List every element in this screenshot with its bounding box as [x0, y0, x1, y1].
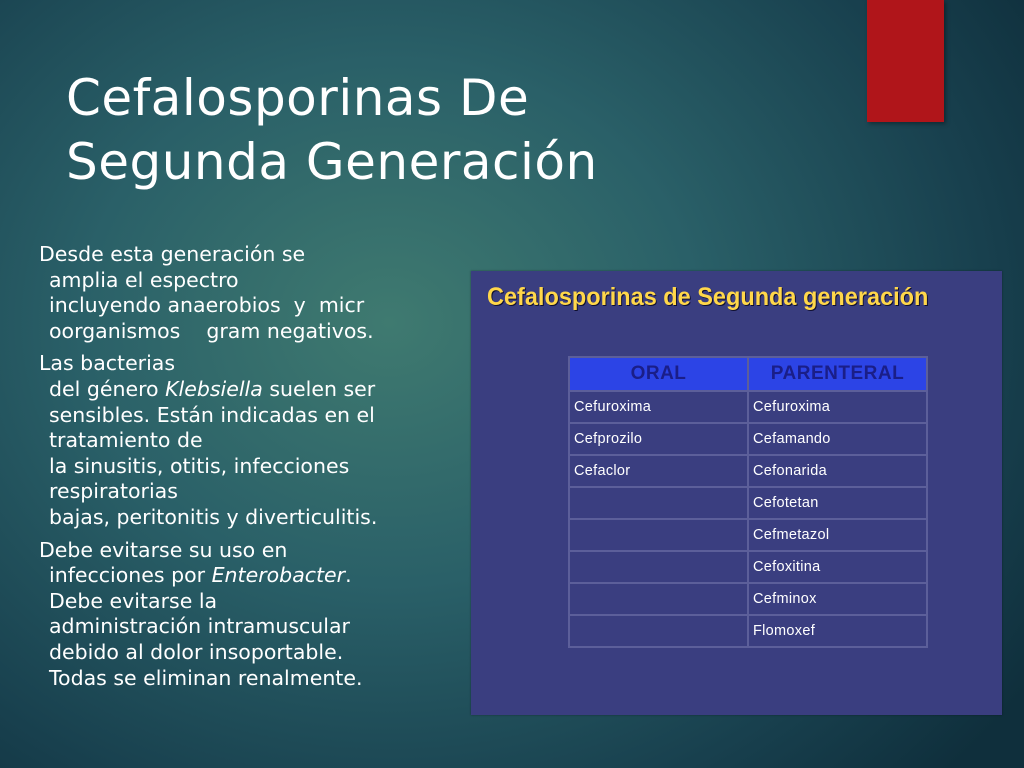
table-row: [569, 391, 927, 423]
body-line: [39, 479, 469, 505]
body-line: [39, 666, 469, 692]
parenteral-drug-cell: Cefonarida: [748, 455, 927, 487]
parenteral-drug-cell: Cefoxitina: [748, 551, 927, 583]
body-paragraph: [39, 538, 469, 692]
oral-drug-cell: [569, 615, 748, 647]
body-text-segment: incluyendo anaerobios y micr: [49, 293, 365, 318]
body-line: [39, 428, 469, 454]
body-line: [39, 242, 469, 268]
body-text-segment: Debe evitarse la: [49, 588, 218, 613]
body-line: [39, 403, 469, 429]
oral-drug-cell: [569, 583, 748, 615]
body-text-segment: del género: [49, 376, 166, 401]
parenteral-drug-cell: Cefminox: [748, 583, 927, 615]
slide-title: [66, 66, 826, 194]
body-line: [39, 589, 469, 615]
header-parenteral: PARENTERAL: [748, 357, 927, 391]
drug-table: [568, 356, 928, 648]
parenteral-drug-cell: Cefuroxima: [748, 391, 927, 423]
body-text-segment: amplia el espectro: [49, 267, 239, 292]
italic-term: Klebsiella: [165, 376, 263, 401]
slide-title-line: Cefalosporinas De: [66, 69, 530, 127]
body-text-segment: oorganismos gram negativos.: [49, 318, 374, 343]
body-text-segment: infecciones por: [49, 563, 212, 588]
body-text-segment: debido al dolor insoportable.: [49, 639, 344, 664]
header-oral: ORAL: [569, 357, 748, 391]
drug-table-body: [569, 391, 927, 647]
body-line: [39, 268, 469, 294]
table-row: [569, 583, 927, 615]
parenteral-drug-cell: Cefotetan: [748, 487, 927, 519]
oral-drug-cell: Cefaclor: [569, 455, 748, 487]
table-image-title: Cefalosporinas de Segunda generación: [487, 283, 929, 311]
body-text-segment: bajas, peritonitis y diverticulitis.: [49, 504, 378, 529]
body-text-segment: tratamiento de: [49, 428, 203, 453]
slide-body-text: [39, 242, 469, 698]
table-row: [569, 551, 927, 583]
body-line: [39, 563, 469, 589]
body-text-segment: la sinusitis, otitis, infecciones: [49, 453, 350, 478]
body-paragraph: [39, 351, 469, 530]
oral-drug-cell: [569, 519, 748, 551]
table-row: [569, 423, 927, 455]
parenteral-drug-cell: Cefmetazol: [748, 519, 927, 551]
italic-term: Enterobacter: [211, 563, 346, 588]
parenteral-drug-cell: Cefamando: [748, 423, 927, 455]
oral-drug-cell: Cefuroxima: [569, 391, 748, 423]
body-text-segment: respiratorias: [49, 479, 178, 504]
body-line: [39, 454, 469, 480]
body-text-segment: Debe evitarse su uso en: [39, 537, 288, 562]
body-paragraph: [39, 242, 469, 344]
table-row: [569, 615, 927, 647]
body-text-segment: administración intramuscular: [49, 614, 350, 639]
body-line: [39, 505, 469, 531]
table-row: [569, 487, 927, 519]
oral-drug-cell: [569, 551, 748, 583]
body-line: [39, 640, 469, 666]
table-row: [569, 455, 927, 487]
body-line: [39, 351, 469, 377]
table-row: [569, 519, 927, 551]
body-line: [39, 377, 469, 403]
body-text-segment: suelen ser: [262, 376, 376, 401]
body-line: [39, 538, 469, 564]
parenteral-drug-cell: Flomoxef: [748, 615, 927, 647]
body-line: [39, 293, 469, 319]
body-line: [39, 614, 469, 640]
cephalosporin-table-image: [471, 271, 1002, 715]
oral-drug-cell: [569, 487, 748, 519]
body-text-segment: Las bacterias: [39, 351, 176, 376]
body-text-segment: Desde esta generación se: [39, 242, 306, 266]
body-text-segment: Todas se eliminan renalmente.: [49, 665, 363, 690]
body-line: [39, 319, 469, 345]
table-header-row: [569, 357, 927, 391]
body-text-segment: sensibles. Están indicadas en el: [49, 402, 375, 427]
slide-title-line: Segunda Generación: [66, 133, 598, 191]
red-accent-bar: [867, 0, 944, 122]
body-text-segment: .: [345, 563, 352, 588]
oral-drug-cell: Cefprozilo: [569, 423, 748, 455]
